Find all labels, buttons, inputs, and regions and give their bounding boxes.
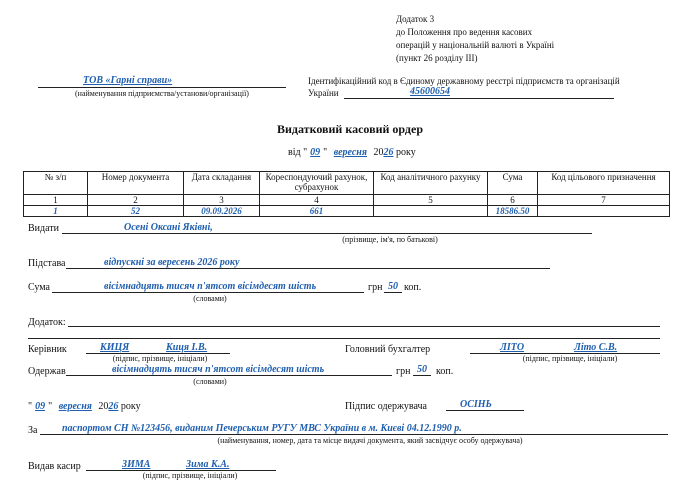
date-quote: "	[323, 147, 328, 158]
date-prefix: від "	[288, 147, 308, 158]
received-kop-value: 50	[417, 364, 427, 375]
table-header: Дата складання	[184, 172, 260, 195]
receipt-year-suffix: 26	[108, 401, 119, 412]
received-caption: (словами)	[193, 377, 227, 386]
column-number: 7	[538, 195, 670, 206]
recipient-signature-label: Підпис одержувача	[345, 401, 427, 412]
cashier-label: Видав касир	[28, 461, 81, 472]
accountant-label: Головний бухгалтер	[345, 344, 431, 355]
sum-caption: (словами)	[193, 294, 227, 303]
table-header: Код аналітичного рахунку	[374, 172, 488, 195]
receipt-year-prefix: 20	[98, 401, 109, 412]
by-document-caption: (найменування, номер, дата та місце видачі документа, який засвідчує особу одержувача)	[217, 436, 523, 445]
sum-label: Сума	[28, 282, 50, 293]
head-signature: КИЦЯ	[100, 342, 130, 353]
table-header: № з/п	[24, 172, 88, 195]
document-title: Видатковий касовий ордер	[277, 122, 423, 136]
appendix-line-2: до Положення про ведення касових	[396, 27, 533, 37]
receipt-open-quote: "	[28, 401, 33, 412]
attachment-line-1	[68, 326, 660, 327]
table-row	[24, 206, 670, 217]
table-cell: 18586.50	[488, 206, 538, 217]
table-cell: 52	[88, 206, 184, 217]
basis-value: відпускні за вересень 2026 року	[104, 257, 240, 268]
appendix-line-1: Додаток 3	[396, 14, 435, 24]
sum-value: вісімнадцять тисяч п'ятсот вісімдесят шість	[104, 281, 317, 292]
by-document-value: паспортом СН №123456, виданим Печерським РУГУ МВС України в м. Києві 04.12.1990 р.	[62, 423, 462, 434]
recipient-signature-value: ОСІНЬ	[460, 399, 492, 410]
order-date	[288, 147, 416, 159]
org-name: ТОВ «Гарні справи»	[83, 75, 173, 86]
date-suffix: року	[396, 147, 416, 158]
cashier-name: Зима К.А.	[186, 459, 230, 470]
appendix-line-3: операцій у національній валюті в Україні	[396, 40, 555, 50]
table-header: Кореспондуючий рахунок, субрахунок	[260, 172, 374, 195]
received-value: вісімнадцять тисяч п'ятсот вісімдесят шість	[112, 364, 325, 375]
date-year-prefix: 20	[373, 147, 384, 158]
table-cell: 661	[260, 206, 374, 217]
cashier-caption: (підпис, прізвище, ініціали)	[142, 471, 238, 480]
org-name-line	[38, 87, 286, 88]
cashier-signature: ЗИМА	[122, 459, 151, 470]
attachment-label: Додаток:	[28, 317, 66, 328]
issue-caption: (прізвище, ім'я, по батькові)	[342, 235, 438, 244]
head-name: Киця І.В.	[166, 342, 208, 353]
order-table	[23, 171, 670, 217]
received-kop-label: коп.	[436, 366, 454, 377]
by-document-label: За	[28, 425, 38, 436]
receipt-day: 09	[35, 401, 46, 412]
table-number-row	[24, 195, 670, 206]
table-cell: 1	[24, 206, 88, 217]
idcode-label-1: Ідентифікаційний код в Єдиному державному реєстрі підприємств та організацій	[308, 76, 620, 86]
head-caption: (підпис, прізвище, ініціали)	[112, 354, 208, 363]
date-month: вересня	[333, 147, 367, 158]
issue-value: Осені Оксані Яківні,	[124, 222, 213, 233]
column-number: 2	[88, 195, 184, 206]
basis-label: Підстава	[28, 258, 66, 269]
receipt-suffix: року	[120, 401, 141, 412]
table-cell	[374, 206, 488, 217]
table-header: Номер документа	[88, 172, 184, 195]
column-number: 5	[374, 195, 488, 206]
accountant-signature: ЛІТО	[500, 342, 525, 353]
table-header: Код цільового призначення	[538, 172, 670, 195]
received-uah-label: грн	[396, 366, 411, 377]
idcode-line	[344, 98, 614, 99]
column-number: 6	[488, 195, 538, 206]
receipt-date	[28, 401, 141, 413]
appendix-line-4: (пункт 26 розділу ІІІ)	[396, 53, 478, 63]
receipt-close-quote: "	[48, 401, 53, 412]
issue-label: Видати	[28, 223, 60, 234]
idcode-value: 45600654	[410, 86, 450, 97]
idcode-label-2: України	[308, 88, 339, 98]
org-caption: (найменування підприємства/установи/організації)	[75, 89, 249, 98]
attachment-line-2	[28, 338, 660, 339]
sum-uah-label: грн	[368, 282, 383, 293]
head-label: Керівник	[28, 344, 67, 355]
accountant-name: Літо С.В.	[574, 342, 618, 353]
date-year-suffix: 26	[383, 147, 394, 158]
column-number: 3	[184, 195, 260, 206]
received-label: Одержав	[28, 366, 66, 377]
table-cell	[538, 206, 670, 217]
table-header: Сума	[488, 172, 538, 195]
column-number: 1	[24, 195, 88, 206]
column-number: 4	[260, 195, 374, 206]
receipt-month: вересня	[58, 401, 92, 412]
table-cell: 09.09.2026	[184, 206, 260, 217]
sum-kop-label: коп.	[404, 282, 422, 293]
table-header-row	[24, 172, 670, 195]
date-day: 09	[310, 147, 321, 158]
accountant-caption: (підпис, прізвище, ініціали)	[522, 354, 618, 363]
sum-kop-value: 50	[388, 281, 398, 292]
